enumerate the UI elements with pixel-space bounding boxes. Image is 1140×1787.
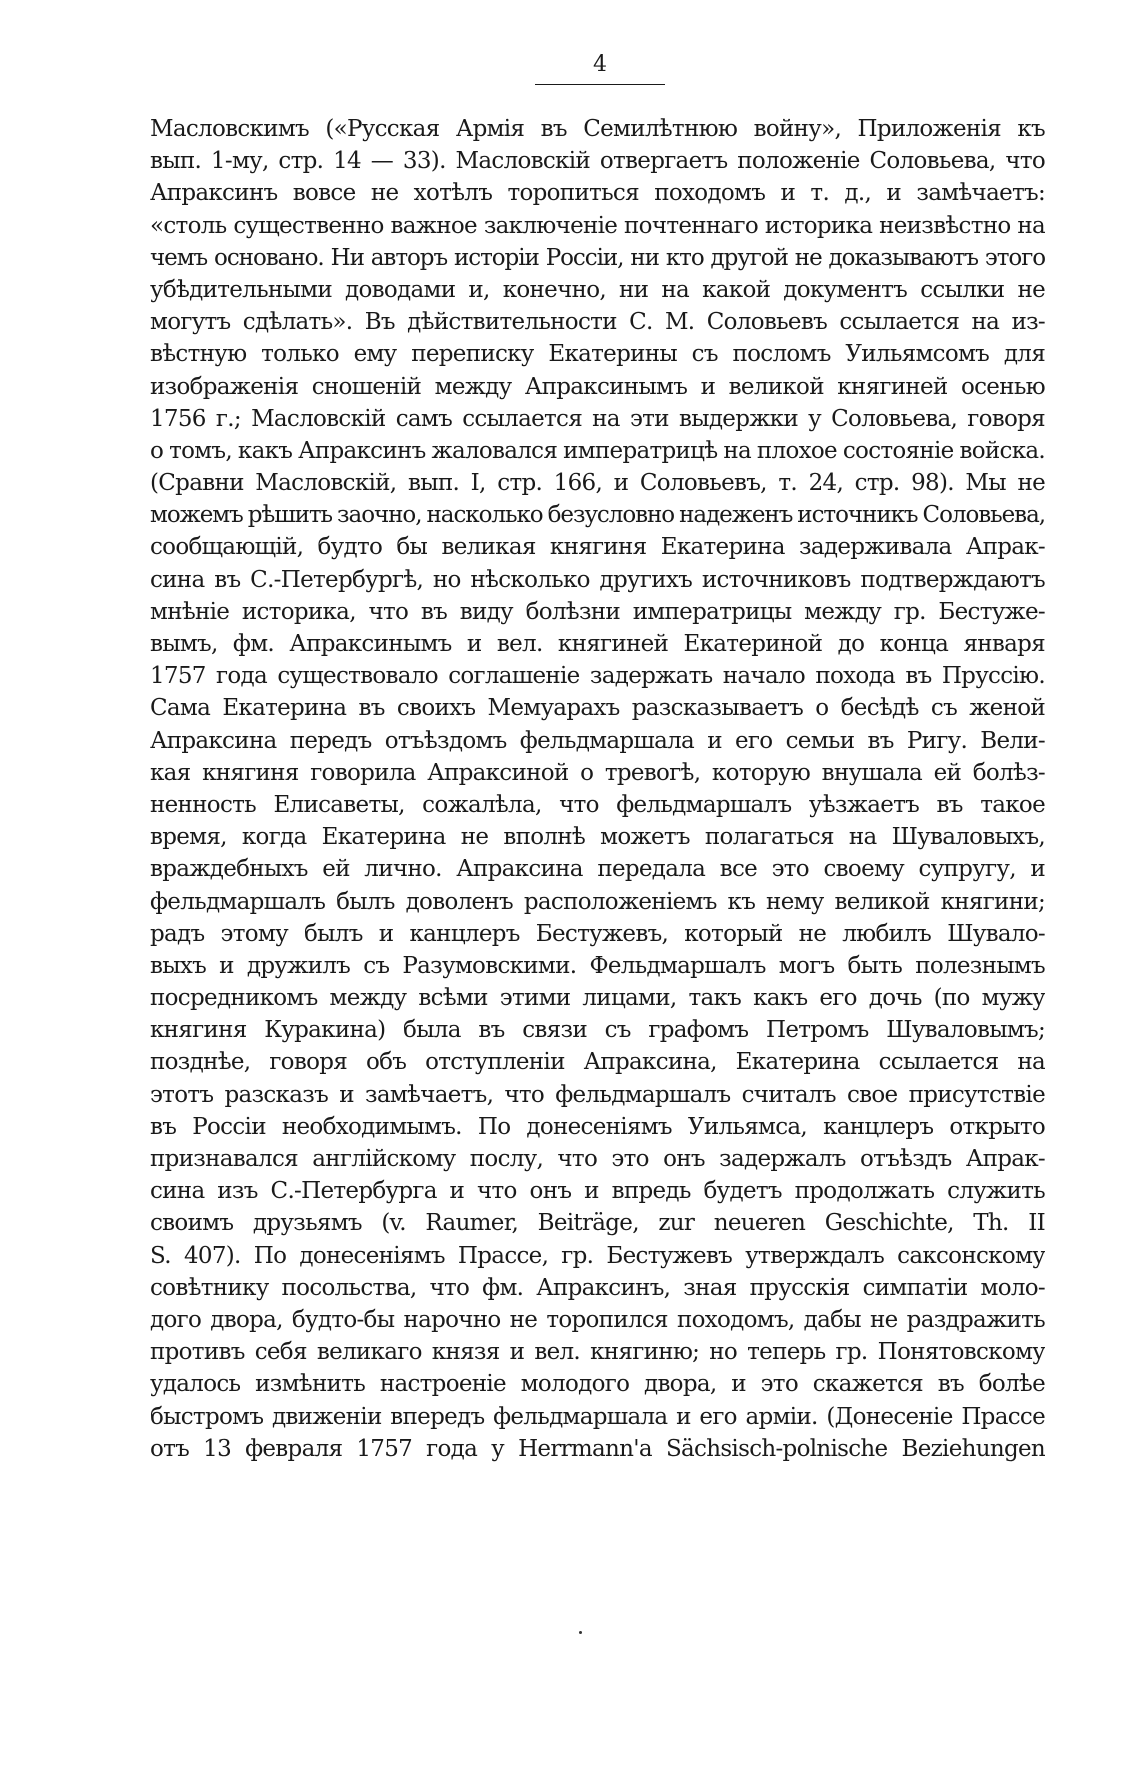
- text-line: изображенія сношеній между Апраксинымъ и великой княгиней осенью: [150, 373, 1045, 400]
- text-line: Сама Екатерина въ своихъ Мемуарахъ разсказываетъ о бесѣдѣ съ женой: [150, 695, 1045, 722]
- text-line: быстромъ движеніи впередъ фельдмаршала и его арміи. (Донесеніе Прассе: [150, 1403, 1045, 1430]
- page-number: 4: [593, 52, 607, 77]
- text-line: своимъ друзьямъ (v. Raumer, Beiträge, zur neueren Geschichte, Th. II: [150, 1210, 1045, 1237]
- text-line: 1757 года существовало соглашеніе задержать начало похода въ Пруссію.: [150, 663, 1045, 690]
- text-line: противъ себя великаго князя и вел. княгиню; но теперь гр. Понятовскому: [150, 1339, 1045, 1366]
- body-paragraph: [150, 113, 1045, 1465]
- text-line: фельдмаршалъ былъ доволенъ расположеніемъ къ нему великой княгини;: [150, 888, 1045, 915]
- text-line: посредникомъ между всѣми этими лицами, такъ какъ его дочь (по мужу: [150, 985, 1045, 1012]
- text-line: могутъ сдѣлать». Въ дѣйствительности С. М. Соловьевъ ссылается на из-: [150, 309, 1045, 336]
- text-line: вымъ, фм. Апраксинымъ и вел. княгиней Екатериной до конца января: [150, 631, 1045, 657]
- text-line: сообщающій, будто бы великая княгиня Екатерина задерживала Апрак-: [150, 534, 1045, 561]
- text-line: дого двора, будто-бы нарочно не торопился походомъ, дабы не раздражить: [150, 1306, 1045, 1333]
- text-line: кая княгиня говорила Апраксиной о тревогѣ, которую внушала ей болѣз-: [150, 759, 1045, 786]
- text-line: Апраксинъ вовсе не хотѣлъ торопиться походомъ и т. д., и замѣчаетъ:: [150, 180, 1045, 207]
- print-speck: [579, 1631, 582, 1634]
- text-line: можемъ рѣшить заочно, насколько безусловно надеженъ источникъ Соловьева,: [150, 502, 1045, 529]
- header-rule: [535, 84, 665, 85]
- text-line: радъ этому былъ и канцлеръ Бестужевъ, который не любилъ Шувало-: [150, 920, 1045, 947]
- text-line: удалось измѣнить настроеніе молодого двора, и это скажется въ болѣе: [150, 1371, 1045, 1398]
- text-line: время, когда Екатерина не вполнѣ можетъ полагаться на Шуваловыхъ,: [150, 824, 1045, 851]
- text-line: отъ 13 февраля 1757 года у Herrmann'a Sächsisch-polnische Beziehungen: [150, 1435, 1045, 1462]
- text-line: этотъ разсказъ и замѣчаетъ, что фельдмаршалъ считалъ свое присутствіе: [150, 1081, 1045, 1108]
- page-header: [535, 52, 665, 85]
- text-line: S. 407). По донесеніямъ Прассе, гр. Бестужевъ утверждалъ саксонскому: [150, 1242, 1045, 1269]
- text-line: ненность Елисаветы, сожалѣла, что фельдмаршалъ уѣзжаетъ въ такое: [150, 791, 1045, 818]
- text-line: 1756 г.; Масловскій самъ ссылается на эти выдержки у Соловьева, говоря: [150, 405, 1045, 432]
- text-line: въ Россіи необходимымъ. По донесеніямъ Уильямса, канцлеръ открыто: [150, 1113, 1045, 1140]
- text-line: выхъ и дружилъ съ Разумовскими. Фельдмаршалъ могъ быть полезнымъ: [150, 952, 1045, 979]
- text-line: вып. 1-му, стр. 14 — 33). Масловскій отвергаетъ положеніе Соловьева, что: [150, 148, 1045, 175]
- text-line: чемъ основано. Ни авторъ исторіи Россіи, ни кто другой не доказываютъ этого: [150, 244, 1045, 271]
- text-line: княгиня Куракина) была въ связи съ графомъ Петромъ Шуваловымъ;: [150, 1017, 1045, 1044]
- text-line: (Сравни Масловскій, вып. I, стр. 166, и Соловьевъ, т. 24, стр. 98). Мы не: [150, 470, 1045, 497]
- text-line: враждебныхъ ей лично. Апраксина передала все это своему супругу, и: [150, 856, 1045, 883]
- text-line: Масловскимъ («Русская Армія въ Семилѣтнюю войну», Приложенія къ: [150, 116, 1045, 142]
- text-line: мнѣніе историка, что въ виду болѣзни императрицы между гр. Бестуже-: [150, 598, 1045, 625]
- text-line: Апраксина передъ отъѣздомъ фельдмаршала и его семьи въ Ригу. Вели-: [150, 727, 1045, 754]
- text-line: сина въ С.-Петербургѣ, но нѣсколько другихъ источниковъ подтверждаютъ: [150, 566, 1045, 593]
- text-line: вѣстную только ему переписку Екатерины съ посломъ Уильямсомъ для: [150, 341, 1045, 368]
- text-line: признавался англійскому послу, что это онъ задержалъ отъѣздъ Апрак-: [150, 1146, 1045, 1172]
- text-line: о томъ, какъ Апраксинъ жаловался императрицѣ на плохое состояніе войска.: [150, 437, 1045, 464]
- text-line: сина изъ С.-Петербурга и что онъ и впредь будетъ продолжать служить: [150, 1178, 1045, 1205]
- text-line: позднѣе, говоря объ отступленіи Апраксина, Екатерина ссылается на: [150, 1049, 1045, 1076]
- text-line: убѣдительными доводами и, конечно, ни на какой документъ ссылки не: [150, 276, 1045, 303]
- text-line: совѣтнику посольства, что фм. Апраксинъ, зная прусскія симпатіи моло-: [150, 1274, 1045, 1301]
- text-line: «столь существенно важное заключеніе почтеннаго историка неизвѣстно на: [150, 212, 1045, 239]
